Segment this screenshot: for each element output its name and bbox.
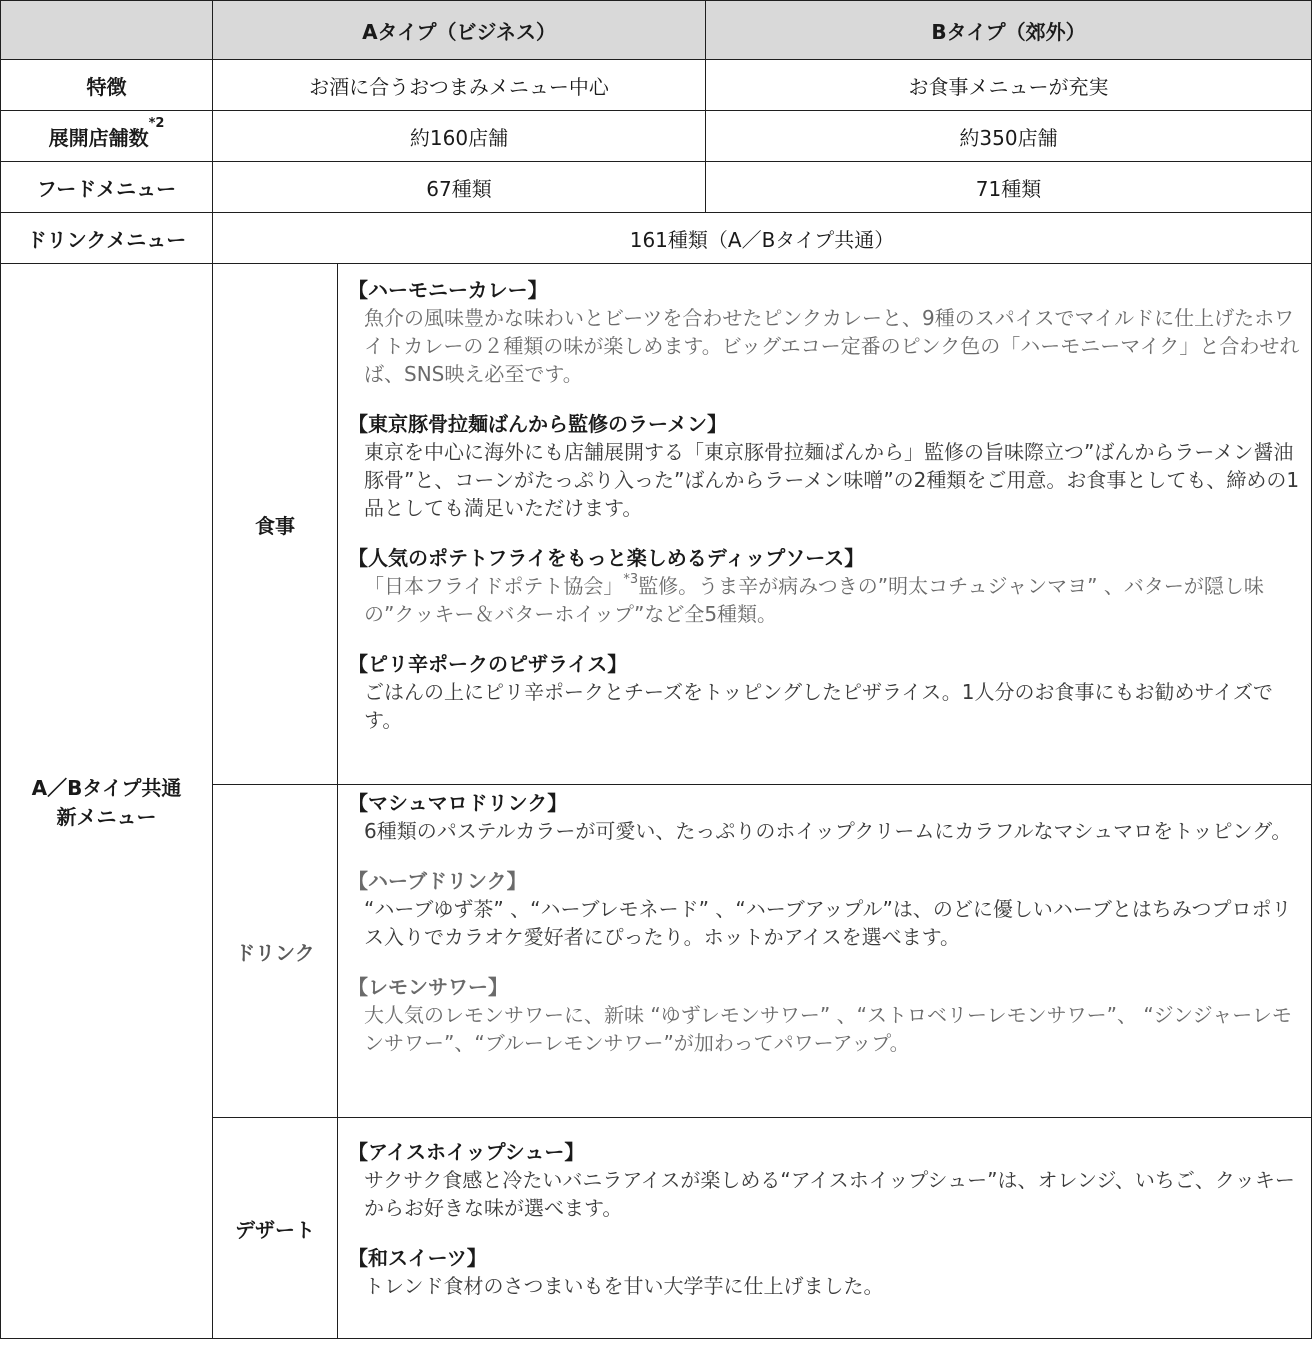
label-stores xyxy=(1,111,213,162)
item-body: “ハーブゆず茶” 、“ハーブレモネード” 、“ハーブアップル”は、のどに優しいハーブとはちみつプロポリス入りでカラオケ愛好者にぴったり。ホットかアイスを選べます。 xyxy=(364,897,1292,949)
label-stores-footnote: *2 xyxy=(148,115,165,131)
item-title: 【人気のポテトフライをもっと楽しめるディップソース】 xyxy=(348,546,865,570)
item-body xyxy=(348,572,1303,628)
item-body: 6種類のパステルカラーが可愛い、たっぷりのホイップクリームにカラフルなマシュマロをトッピング。 xyxy=(364,819,1292,843)
features-b: お食事メニューが充実 xyxy=(706,60,1312,111)
label-features: 特徴 xyxy=(1,60,213,111)
list-item xyxy=(348,789,1303,845)
header-empty-cell xyxy=(1,1,213,60)
list-item xyxy=(348,1244,1303,1300)
category-meal-content xyxy=(338,264,1312,785)
list-item xyxy=(348,650,1303,734)
category-drink-label: ドリンク xyxy=(213,785,338,1118)
item-body: 東京を中心に海外にも店舗展開する「東京豚骨拉麺ばんから」監修の旨味際立つ”ばんからラーメン醤油豚骨”と、コーンがたっぷり入った”ばんからラーメン味噌”の2種類をご用意。お食事としても、締めの1品としても満足いただけます。 xyxy=(364,440,1300,520)
row-stores xyxy=(1,111,1312,162)
item-title: 【レモンサワー】 xyxy=(348,975,508,999)
item-title: 【ピリ辛ポークのピザライス】 xyxy=(348,652,628,676)
food-a: 67種類 xyxy=(213,162,706,213)
label-drink: ドリンクメニュー xyxy=(1,213,213,264)
row-drink xyxy=(1,213,1312,264)
stores-b: 約350店舗 xyxy=(706,111,1312,162)
item-title: 【和スイーツ】 xyxy=(348,1246,487,1270)
list-item xyxy=(348,867,1303,951)
list-item xyxy=(348,544,1303,628)
list-item xyxy=(348,1138,1303,1222)
item-title: 【マシュマロドリンク】 xyxy=(348,791,568,815)
row-new-menu-meal xyxy=(1,264,1312,785)
category-dessert-label: デザート xyxy=(213,1118,338,1339)
food-b: 71種類 xyxy=(706,162,1312,213)
category-drink-content xyxy=(338,785,1312,1118)
item-title: 【アイスホイップシュー】 xyxy=(348,1140,585,1164)
category-dessert-content xyxy=(338,1118,1312,1339)
item-title: 【東京豚骨拉麺ばんから監修のラーメン】 xyxy=(348,412,727,436)
item-body-rest: 監修。うま辛が病みつきの”明太コチュジャンマヨ” 、バターが隠し味の”クッキー＆バターホイップ”など全5種類。 xyxy=(364,574,1264,626)
item-body: 魚介の風味豊かな味わいとビーツを合わせたピンクカレーと、9種のスパイスでマイルドに仕上げたホワイトカレーの２種類の味が楽しめます。ビッグエコー定番のピンク色の「ハーモニーマイク」と合わせれば、SNS映え必至です。 xyxy=(364,306,1300,386)
item-body: ごはんの上にピリ辛ポークとチーズをトッピングしたピザライス。1人分のお食事にもお勧めサイズです。 xyxy=(364,680,1273,732)
label-new-menu-line2: 新メニュー xyxy=(56,805,157,829)
list-item xyxy=(348,410,1303,522)
category-meal-label: 食事 xyxy=(213,264,338,785)
list-item xyxy=(348,276,1303,388)
item-title: 【ハーブドリンク】 xyxy=(348,869,527,893)
label-new-menu-line1: A／Bタイプ共通 xyxy=(31,776,182,800)
features-a: お酒に合うおつまみメニュー中心 xyxy=(213,60,706,111)
label-stores-text: 展開店舗数 xyxy=(48,125,149,150)
header-row xyxy=(1,1,1312,60)
stores-a: 約160店舗 xyxy=(213,111,706,162)
list-item xyxy=(348,973,1303,1057)
item-body-footnote: *3 xyxy=(623,572,639,587)
label-food: フードメニュー xyxy=(1,162,213,213)
header-type-b: Bタイプ（郊外） xyxy=(706,1,1312,60)
drink-value: 161種類（A／Bタイプ共通） xyxy=(213,213,1312,264)
header-type-a: Aタイプ（ビジネス） xyxy=(213,1,706,60)
item-title: 【ハーモニーカレー】 xyxy=(348,278,548,302)
row-food xyxy=(1,162,1312,213)
item-body: 大人気のレモンサワーに、新味 “ゆずレモンサワー” 、“ストロベリーレモンサワー”、 “ジンジャーレモンサワー”、“ブルーレモンサワー”が加わってパワーアップ。 xyxy=(364,1003,1292,1055)
item-body: トレンド食材のさつまいもを甘い大学芋に仕上げました。 xyxy=(364,1274,884,1298)
item-body-pre: 「日本フライドポテト協会」 xyxy=(364,574,624,598)
item-body: サクサク食感と冷たいバニラアイスが楽しめる“アイスホイップシュー”は、オレンジ、いちご、クッキーからお好きな味が選べます。 xyxy=(364,1168,1295,1220)
row-features xyxy=(1,60,1312,111)
label-new-menu xyxy=(1,264,213,1339)
